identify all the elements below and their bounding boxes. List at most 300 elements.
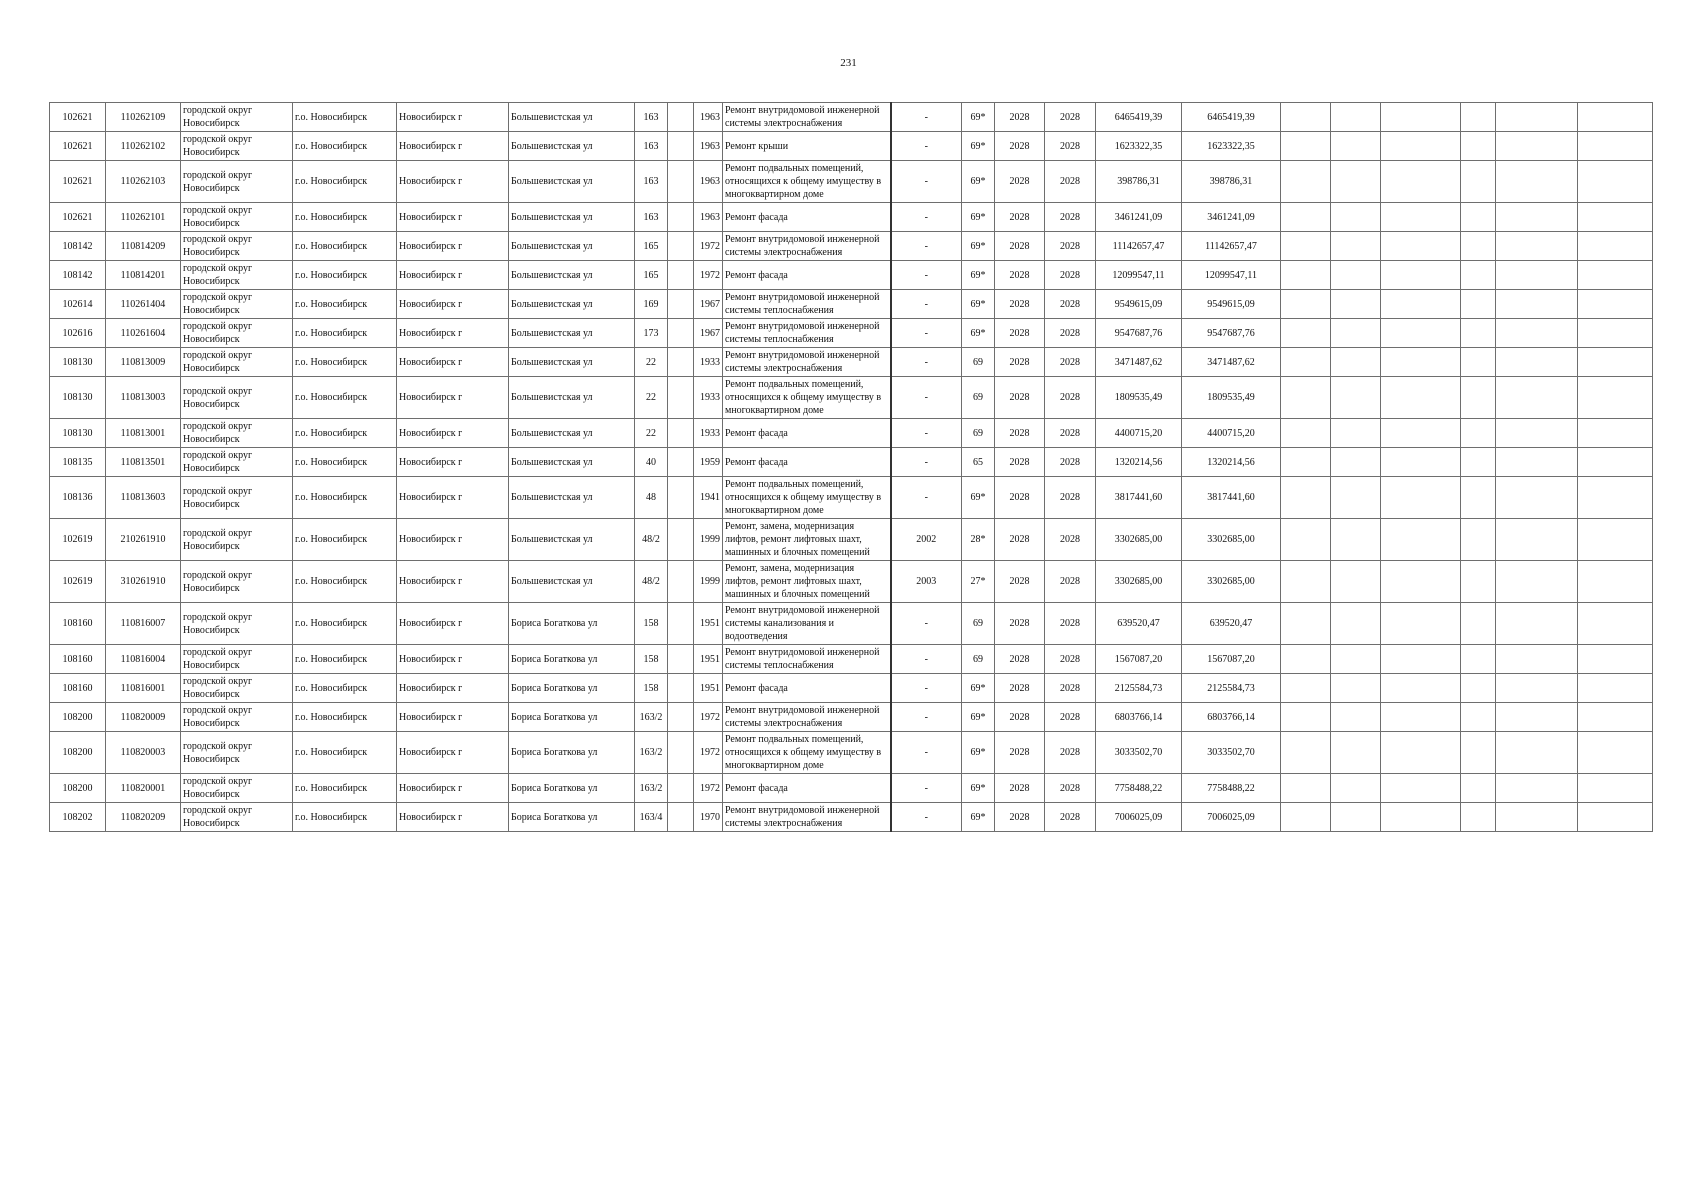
cell-street: Большевистская ул (509, 232, 635, 261)
cell-house-id: 108200 (50, 732, 106, 774)
table-row (50, 132, 1653, 161)
cell-wear-percent: 69* (962, 261, 995, 290)
cell-empty (1461, 645, 1496, 674)
cell-wear-percent: 27* (962, 561, 995, 603)
cell-house-number: 158 (635, 603, 668, 645)
cell-street: Бориса Богаткова ул (509, 803, 635, 832)
cell-end-year: 2028 (1045, 448, 1096, 477)
cell-total-cost: 1567087,20 (1096, 645, 1182, 674)
cell-work-code: 110816007 (106, 603, 181, 645)
cell-empty (1461, 603, 1496, 645)
cell-end-year: 2028 (1045, 519, 1096, 561)
cell-municipality: г.о. Новосибирск (293, 203, 397, 232)
cell-empty (1578, 203, 1653, 232)
cell-empty (1578, 232, 1653, 261)
cell-total-cost: 1809535,49 (1096, 377, 1182, 419)
cell-settlement: Новосибирск г (397, 290, 509, 319)
cell-empty (1496, 774, 1578, 803)
cell-work-code: 110262109 (106, 103, 181, 132)
cell-last-repair-year: 2003 (891, 561, 962, 603)
cell-wear-percent: 69* (962, 290, 995, 319)
cell-district: городской округ Новосибирск (181, 203, 293, 232)
cell-municipality: г.о. Новосибирск (293, 674, 397, 703)
cell-empty (1578, 348, 1653, 377)
cell-construction-year: 1941 (694, 477, 723, 519)
cell-empty (1331, 645, 1381, 674)
cell-house-id: 108142 (50, 261, 106, 290)
cell-house-id: 102614 (50, 290, 106, 319)
cell-district: городской округ Новосибирск (181, 674, 293, 703)
cell-end-year: 2028 (1045, 645, 1096, 674)
cell-house-id: 108200 (50, 703, 106, 732)
cell-plan-year: 2028 (995, 348, 1045, 377)
cell-construction-year: 1967 (694, 319, 723, 348)
cell-construction-year: 1999 (694, 519, 723, 561)
cell-house-number: 163 (635, 103, 668, 132)
table-row (50, 161, 1653, 203)
cell-plan-year: 2028 (995, 448, 1045, 477)
cell-empty (1381, 377, 1461, 419)
cell-district: городской округ Новосибирск (181, 132, 293, 161)
cell-house-number: 48/2 (635, 561, 668, 603)
cell-empty (1281, 448, 1331, 477)
cell-empty (1381, 519, 1461, 561)
table-row (50, 477, 1653, 519)
cell-municipality: г.о. Новосибирск (293, 132, 397, 161)
cell-building (668, 261, 694, 290)
cell-last-repair-year: - (891, 290, 962, 319)
cell-plan-year: 2028 (995, 377, 1045, 419)
cell-work-type: Ремонт подвальных помещений, относящихся к общему имуществу в многоквартирном доме (723, 161, 891, 203)
cell-empty (1331, 519, 1381, 561)
cell-plan-year: 2028 (995, 519, 1045, 561)
cell-empty (1578, 132, 1653, 161)
cell-street: Большевистская ул (509, 419, 635, 448)
cell-empty (1281, 603, 1331, 645)
cell-fund-cost: 12099547,11 (1182, 261, 1281, 290)
cell-settlement: Новосибирск г (397, 477, 509, 519)
cell-empty (1461, 348, 1496, 377)
cell-plan-year: 2028 (995, 774, 1045, 803)
cell-wear-percent: 69 (962, 348, 995, 377)
cell-empty (1381, 203, 1461, 232)
cell-building (668, 161, 694, 203)
table-row (50, 290, 1653, 319)
cell-district: городской округ Новосибирск (181, 319, 293, 348)
cell-empty (1578, 803, 1653, 832)
cell-empty (1281, 803, 1331, 832)
cell-work-type: Ремонт подвальных помещений, относящихся к общему имуществу в многоквартирном доме (723, 377, 891, 419)
cell-settlement: Новосибирск г (397, 419, 509, 448)
cell-work-code: 110820003 (106, 732, 181, 774)
cell-district: городской округ Новосибирск (181, 732, 293, 774)
cell-empty (1496, 803, 1578, 832)
cell-construction-year: 1963 (694, 132, 723, 161)
cell-last-repair-year: - (891, 674, 962, 703)
cell-end-year: 2028 (1045, 132, 1096, 161)
cell-empty (1281, 261, 1331, 290)
cell-empty (1331, 561, 1381, 603)
cell-wear-percent: 69* (962, 103, 995, 132)
cell-house-id: 108142 (50, 232, 106, 261)
cell-last-repair-year: - (891, 803, 962, 832)
table-row (50, 519, 1653, 561)
cell-empty (1461, 161, 1496, 203)
cell-house-number: 40 (635, 448, 668, 477)
cell-settlement: Новосибирск г (397, 519, 509, 561)
cell-house-number: 163 (635, 203, 668, 232)
cell-street: Бориса Богаткова ул (509, 774, 635, 803)
cell-empty (1578, 319, 1653, 348)
cell-work-type: Ремонт внутридомовой инженерной системы электроснабжения (723, 348, 891, 377)
cell-fund-cost: 3817441,60 (1182, 477, 1281, 519)
cell-work-type: Ремонт подвальных помещений, относящихся к общему имуществу в многоквартирном доме (723, 732, 891, 774)
cell-total-cost: 9547687,76 (1096, 319, 1182, 348)
cell-house-number: 165 (635, 232, 668, 261)
cell-empty (1381, 161, 1461, 203)
cell-building (668, 645, 694, 674)
cell-empty (1496, 703, 1578, 732)
cell-end-year: 2028 (1045, 203, 1096, 232)
cell-street: Большевистская ул (509, 290, 635, 319)
table-row (50, 448, 1653, 477)
cell-empty (1331, 803, 1381, 832)
cell-street: Большевистская ул (509, 348, 635, 377)
cell-last-repair-year: - (891, 419, 962, 448)
cell-fund-cost: 3302685,00 (1182, 519, 1281, 561)
cell-district: городской округ Новосибирск (181, 645, 293, 674)
cell-empty (1496, 645, 1578, 674)
cell-work-code: 110261404 (106, 290, 181, 319)
cell-building (668, 603, 694, 645)
cell-work-type: Ремонт фасада (723, 203, 891, 232)
cell-work-code: 110816001 (106, 674, 181, 703)
cell-plan-year: 2028 (995, 419, 1045, 448)
cell-empty (1578, 448, 1653, 477)
cell-empty (1331, 203, 1381, 232)
cell-municipality: г.о. Новосибирск (293, 419, 397, 448)
cell-total-cost: 6465419,39 (1096, 103, 1182, 132)
cell-empty (1281, 774, 1331, 803)
cell-fund-cost: 9549615,09 (1182, 290, 1281, 319)
cell-last-repair-year: - (891, 232, 962, 261)
cell-end-year: 2028 (1045, 419, 1096, 448)
cell-work-code: 110262101 (106, 203, 181, 232)
cell-settlement: Новосибирск г (397, 603, 509, 645)
cell-empty (1381, 132, 1461, 161)
cell-district: городской округ Новосибирск (181, 161, 293, 203)
cell-district: городской округ Новосибирск (181, 290, 293, 319)
cell-wear-percent: 69* (962, 703, 995, 732)
table-row (50, 103, 1653, 132)
cell-work-code: 110261604 (106, 319, 181, 348)
table-row (50, 203, 1653, 232)
cell-empty (1281, 203, 1331, 232)
cell-empty (1281, 132, 1331, 161)
cell-empty (1496, 674, 1578, 703)
cell-fund-cost: 11142657,47 (1182, 232, 1281, 261)
cell-house-id: 102619 (50, 561, 106, 603)
cell-work-type: Ремонт внутридомовой инженерной системы электроснабжения (723, 803, 891, 832)
cell-municipality: г.о. Новосибирск (293, 161, 397, 203)
cell-plan-year: 2028 (995, 603, 1045, 645)
cell-work-code: 210261910 (106, 519, 181, 561)
cell-plan-year: 2028 (995, 645, 1045, 674)
cell-work-code: 110820209 (106, 803, 181, 832)
cell-street: Бориса Богаткова ул (509, 645, 635, 674)
cell-empty (1281, 161, 1331, 203)
cell-work-code: 110813501 (106, 448, 181, 477)
cell-house-number: 165 (635, 261, 668, 290)
cell-empty (1381, 603, 1461, 645)
cell-work-code: 110816004 (106, 645, 181, 674)
cell-empty (1281, 419, 1331, 448)
cell-empty (1496, 348, 1578, 377)
cell-wear-percent: 69* (962, 203, 995, 232)
cell-empty (1496, 448, 1578, 477)
cell-house-number: 163/2 (635, 703, 668, 732)
cell-empty (1496, 261, 1578, 290)
cell-construction-year: 1972 (694, 232, 723, 261)
cell-fund-cost: 6465419,39 (1182, 103, 1281, 132)
cell-settlement: Новосибирск г (397, 774, 509, 803)
cell-empty (1281, 477, 1331, 519)
cell-settlement: Новосибирск г (397, 448, 509, 477)
cell-total-cost: 9549615,09 (1096, 290, 1182, 319)
cell-total-cost: 639520,47 (1096, 603, 1182, 645)
cell-empty (1281, 645, 1331, 674)
cell-total-cost: 4400715,20 (1096, 419, 1182, 448)
cell-empty (1381, 732, 1461, 774)
cell-empty (1461, 448, 1496, 477)
cell-house-id: 102619 (50, 519, 106, 561)
cell-building (668, 103, 694, 132)
cell-building (668, 203, 694, 232)
cell-settlement: Новосибирск г (397, 561, 509, 603)
cell-wear-percent: 69 (962, 645, 995, 674)
cell-wear-percent: 69 (962, 419, 995, 448)
cell-fund-cost: 398786,31 (1182, 161, 1281, 203)
cell-empty (1331, 261, 1381, 290)
cell-wear-percent: 65 (962, 448, 995, 477)
cell-building (668, 519, 694, 561)
cell-house-number: 173 (635, 319, 668, 348)
table-row (50, 603, 1653, 645)
cell-empty (1381, 348, 1461, 377)
cell-municipality: г.о. Новосибирск (293, 448, 397, 477)
cell-building (668, 290, 694, 319)
cell-work-type: Ремонт внутридомовой инженерной системы теплоснабжения (723, 645, 891, 674)
cell-settlement: Новосибирск г (397, 261, 509, 290)
cell-construction-year: 1999 (694, 561, 723, 603)
cell-wear-percent: 69* (962, 803, 995, 832)
cell-construction-year: 1951 (694, 645, 723, 674)
cell-fund-cost: 3461241,09 (1182, 203, 1281, 232)
cell-municipality: г.о. Новосибирск (293, 261, 397, 290)
cell-house-number: 48/2 (635, 519, 668, 561)
cell-end-year: 2028 (1045, 103, 1096, 132)
cell-last-repair-year: - (891, 774, 962, 803)
cell-work-code: 110813603 (106, 477, 181, 519)
cell-empty (1281, 290, 1331, 319)
cell-municipality: г.о. Новосибирск (293, 319, 397, 348)
cell-work-code: 110262103 (106, 161, 181, 203)
cell-plan-year: 2028 (995, 803, 1045, 832)
cell-last-repair-year: - (891, 448, 962, 477)
cell-plan-year: 2028 (995, 477, 1045, 519)
cell-last-repair-year: - (891, 203, 962, 232)
cell-empty (1578, 290, 1653, 319)
cell-house-number: 169 (635, 290, 668, 319)
cell-plan-year: 2028 (995, 732, 1045, 774)
cell-municipality: г.о. Новосибирск (293, 348, 397, 377)
cell-total-cost: 1320214,56 (1096, 448, 1182, 477)
cell-empty (1331, 732, 1381, 774)
cell-total-cost: 11142657,47 (1096, 232, 1182, 261)
cell-empty (1331, 103, 1381, 132)
cell-house-id: 102621 (50, 103, 106, 132)
cell-total-cost: 3471487,62 (1096, 348, 1182, 377)
table-row (50, 732, 1653, 774)
cell-empty (1331, 161, 1381, 203)
cell-empty (1381, 232, 1461, 261)
cell-empty (1381, 477, 1461, 519)
cell-building (668, 377, 694, 419)
cell-district: городской округ Новосибирск (181, 232, 293, 261)
cell-work-code: 110814209 (106, 232, 181, 261)
cell-wear-percent: 69* (962, 674, 995, 703)
cell-end-year: 2028 (1045, 290, 1096, 319)
cell-municipality: г.о. Новосибирск (293, 703, 397, 732)
cell-empty (1496, 103, 1578, 132)
cell-house-id: 108160 (50, 674, 106, 703)
cell-empty (1496, 419, 1578, 448)
cell-empty (1281, 519, 1331, 561)
cell-last-repair-year: - (891, 477, 962, 519)
cell-total-cost: 12099547,11 (1096, 261, 1182, 290)
cell-last-repair-year: - (891, 603, 962, 645)
cell-empty (1461, 132, 1496, 161)
cell-work-type: Ремонт внутридомовой инженерной системы канализования и водоотведения (723, 603, 891, 645)
cell-empty (1496, 132, 1578, 161)
cell-end-year: 2028 (1045, 561, 1096, 603)
cell-settlement: Новосибирск г (397, 732, 509, 774)
cell-plan-year: 2028 (995, 203, 1045, 232)
cell-empty (1461, 419, 1496, 448)
cell-end-year: 2028 (1045, 774, 1096, 803)
cell-fund-cost: 1320214,56 (1182, 448, 1281, 477)
cell-street: Большевистская ул (509, 261, 635, 290)
cell-house-number: 163/4 (635, 803, 668, 832)
cell-house-id: 102621 (50, 132, 106, 161)
cell-settlement: Новосибирск г (397, 645, 509, 674)
cell-municipality: г.о. Новосибирск (293, 645, 397, 674)
cell-empty (1331, 477, 1381, 519)
cell-empty (1461, 377, 1496, 419)
cell-municipality: г.о. Новосибирск (293, 103, 397, 132)
cell-empty (1461, 803, 1496, 832)
cell-end-year: 2028 (1045, 348, 1096, 377)
cell-empty (1578, 103, 1653, 132)
cell-empty (1496, 290, 1578, 319)
cell-empty (1331, 448, 1381, 477)
page-number: 231 (840, 57, 857, 69)
cell-empty (1331, 132, 1381, 161)
cell-empty (1578, 774, 1653, 803)
cell-last-repair-year: - (891, 161, 962, 203)
cell-district: городской округ Новосибирск (181, 561, 293, 603)
cell-work-type: Ремонт фасада (723, 774, 891, 803)
cell-district: городской округ Новосибирск (181, 261, 293, 290)
cell-house-number: 22 (635, 419, 668, 448)
cell-empty (1381, 803, 1461, 832)
cell-fund-cost: 7758488,22 (1182, 774, 1281, 803)
cell-fund-cost: 1623322,35 (1182, 132, 1281, 161)
table-row (50, 674, 1653, 703)
cell-street: Бориса Богаткова ул (509, 603, 635, 645)
cell-district: городской округ Новосибирск (181, 103, 293, 132)
cell-empty (1496, 232, 1578, 261)
cell-district: городской округ Новосибирск (181, 603, 293, 645)
cell-end-year: 2028 (1045, 603, 1096, 645)
table-row (50, 774, 1653, 803)
cell-construction-year: 1970 (694, 803, 723, 832)
cell-street: Бориса Богаткова ул (509, 732, 635, 774)
cell-empty (1578, 561, 1653, 603)
cell-empty (1381, 419, 1461, 448)
cell-empty (1281, 348, 1331, 377)
cell-total-cost: 2125584,73 (1096, 674, 1182, 703)
cell-wear-percent: 69* (962, 232, 995, 261)
cell-empty (1281, 232, 1331, 261)
cell-plan-year: 2028 (995, 674, 1045, 703)
cell-plan-year: 2028 (995, 703, 1045, 732)
cell-empty (1331, 419, 1381, 448)
cell-empty (1281, 732, 1331, 774)
cell-work-type: Ремонт внутридомовой инженерной системы теплоснабжения (723, 319, 891, 348)
cell-fund-cost: 639520,47 (1182, 603, 1281, 645)
cell-work-type: Ремонт фасада (723, 674, 891, 703)
cell-construction-year: 1951 (694, 603, 723, 645)
cell-empty (1578, 674, 1653, 703)
cell-empty (1578, 519, 1653, 561)
cell-empty (1281, 103, 1331, 132)
cell-wear-percent: 69* (962, 161, 995, 203)
cell-empty (1496, 732, 1578, 774)
cell-work-type: Ремонт фасада (723, 419, 891, 448)
cell-district: городской округ Новосибирск (181, 803, 293, 832)
cell-empty (1331, 232, 1381, 261)
cell-street: Большевистская ул (509, 477, 635, 519)
cell-wear-percent: 69 (962, 603, 995, 645)
cell-construction-year: 1972 (694, 703, 723, 732)
cell-building (668, 348, 694, 377)
cell-empty (1331, 674, 1381, 703)
cell-work-type: Ремонт, замена, модернизация лифтов, ремонт лифтовых шахт, машинных и блочных помещений (723, 519, 891, 561)
cell-empty (1281, 319, 1331, 348)
cell-house-id: 108130 (50, 419, 106, 448)
cell-work-code: 110262102 (106, 132, 181, 161)
cell-municipality: г.о. Новосибирск (293, 290, 397, 319)
capital-repair-register-table (49, 102, 1653, 832)
cell-plan-year: 2028 (995, 103, 1045, 132)
cell-work-code: 310261910 (106, 561, 181, 603)
table-row (50, 319, 1653, 348)
cell-plan-year: 2028 (995, 161, 1045, 203)
cell-empty (1331, 319, 1381, 348)
cell-empty (1461, 561, 1496, 603)
cell-empty (1461, 103, 1496, 132)
